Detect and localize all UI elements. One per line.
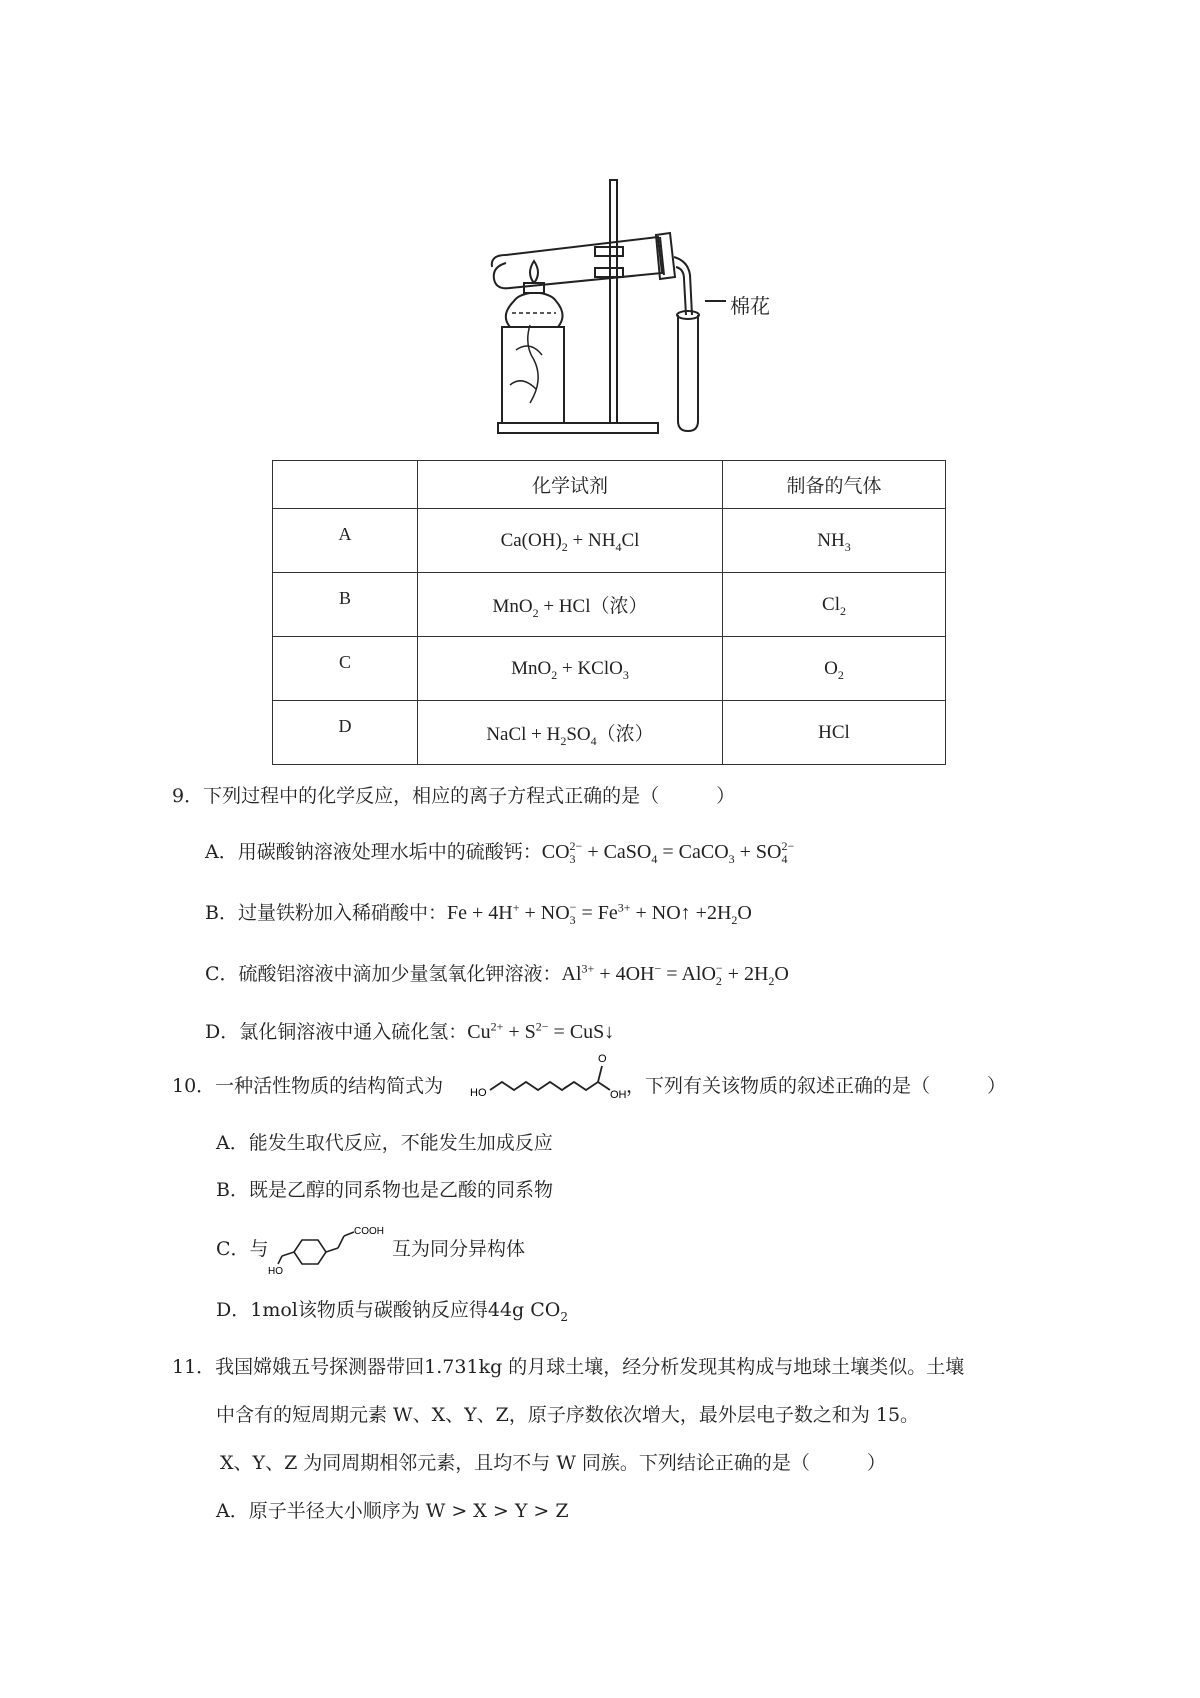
q10-option-c-after: 互为同分异构体	[392, 1238, 526, 1260]
skeletal-structure-1	[470, 1052, 630, 1104]
option-equation: $Al^{3+} + 4OH^- = AlO_2^- + 2H_2O$	[561, 961, 789, 988]
gas-cell: $O_2$	[723, 637, 946, 701]
table-header-option	[273, 461, 418, 509]
q9-option-c	[205, 960, 789, 988]
gas-cell: $Cl_2$	[723, 573, 946, 637]
option-label: C	[338, 651, 351, 672]
option-text: A．用碳酸钠溶液处理水垢中的硫酸钙：	[205, 841, 542, 863]
ho-label: HO	[268, 1266, 283, 1274]
table-header-row	[273, 461, 946, 509]
option-label: A	[338, 523, 352, 544]
apparatus-drawing	[470, 175, 770, 445]
option-label: B	[338, 587, 351, 608]
option-label: D	[338, 715, 352, 736]
reagent-cell: NaCl + $H_2SO_4$（浓）	[418, 701, 723, 765]
q11-option-a: A．原子半径大小顺序为 W > X > Y > Z	[216, 1500, 569, 1522]
option-equation: $Fe + 4H^+ + NO_3^- = Fe^{3+}$ + NO↑ $+2H_2O$	[446, 900, 752, 927]
option-text: C．硫酸铝溶液中滴加少量氢氧化钾溶液：	[205, 963, 562, 985]
option-text: B．过量铁粉加入稀硝酸中：	[205, 902, 447, 924]
option-text: D．1mol该物质与碳酸钠反应得44g CO	[216, 1299, 561, 1321]
option-equation: $CO_3^{2-}$ + CaSO$_4$ = CaCO$_3$ + $SO_4^{2-}$	[541, 839, 795, 866]
carbonyl-o-label: O	[598, 1053, 607, 1065]
q9-option-b	[205, 899, 752, 927]
option-equation: $Cu^{2+} + S^{2-}$ = CuS↓	[467, 1019, 615, 1043]
skeletal-structure-2	[264, 1212, 394, 1274]
gas-cell: HCl	[723, 701, 946, 765]
q10-option-c-before: C．与	[216, 1238, 269, 1260]
cyclohexane-structure-drawing	[264, 1212, 394, 1274]
q10-option-a: A．能发生取代反应，不能发生加成反应	[216, 1132, 553, 1154]
reagent-cell: MnO$_2$ + HCl（浓）	[418, 573, 723, 637]
q10-option-b: B．既是乙醇的同系物也是乙酸的同系物	[216, 1179, 553, 1201]
option-cell	[273, 701, 418, 765]
q11-line-3: X、Y、Z 为同周期相邻元素，且均不与 W 同族。下列结论正确的是（ ）	[220, 1452, 886, 1474]
cooh-label: COOH	[354, 1226, 384, 1237]
table-row	[273, 637, 946, 701]
apparatus-figure	[470, 175, 770, 445]
cotton-label: 棉花	[730, 294, 770, 318]
q9-option-a	[205, 838, 794, 866]
q11-line-1: 11．我国嫦娥五号探测器带回1.731kg 的月球土壤，经分析发现其构成与地球土壤类似。土壤	[172, 1356, 965, 1378]
q10-stem-before: 10．一种活性物质的结构简式为	[172, 1075, 444, 1097]
option-cell	[273, 509, 418, 573]
reagent-table	[272, 460, 946, 765]
option-cell	[273, 573, 418, 637]
co2-subscript: 2	[560, 1309, 568, 1324]
gas-cell: $NH_3$	[723, 509, 946, 573]
oh-label: OH	[610, 1089, 627, 1101]
ho-label: HO	[470, 1087, 487, 1099]
reagent-cell: $Ca(OH)_2 + NH_4Cl$	[418, 509, 723, 573]
table-row	[273, 701, 946, 765]
table-header-reagent: 化学试剂	[418, 461, 723, 509]
table-row	[273, 573, 946, 637]
q11-line-2: 中含有的短周期元素 W、X、Y、Z，原子序数依次增大，最外层电子数之和为 15。	[216, 1404, 920, 1426]
q9-stem: 9．下列过程中的化学反应，相应的离子方程式正确的是（ ）	[172, 785, 736, 807]
option-cell	[273, 637, 418, 701]
q10-option-d	[216, 1296, 568, 1324]
q10-stem-after: ，下列有关该物质的叙述正确的是（ ）	[626, 1075, 1007, 1097]
q9-option-d	[205, 1018, 614, 1046]
option-text: D．氯化铜溶液中通入硫化氢：	[205, 1021, 468, 1043]
table-row	[273, 509, 946, 573]
table-header-gas: 制备的气体	[723, 461, 946, 509]
skeletal-formula-drawing	[470, 1052, 630, 1104]
reagent-cell: MnO$_2$ + KClO$_3$	[418, 637, 723, 701]
